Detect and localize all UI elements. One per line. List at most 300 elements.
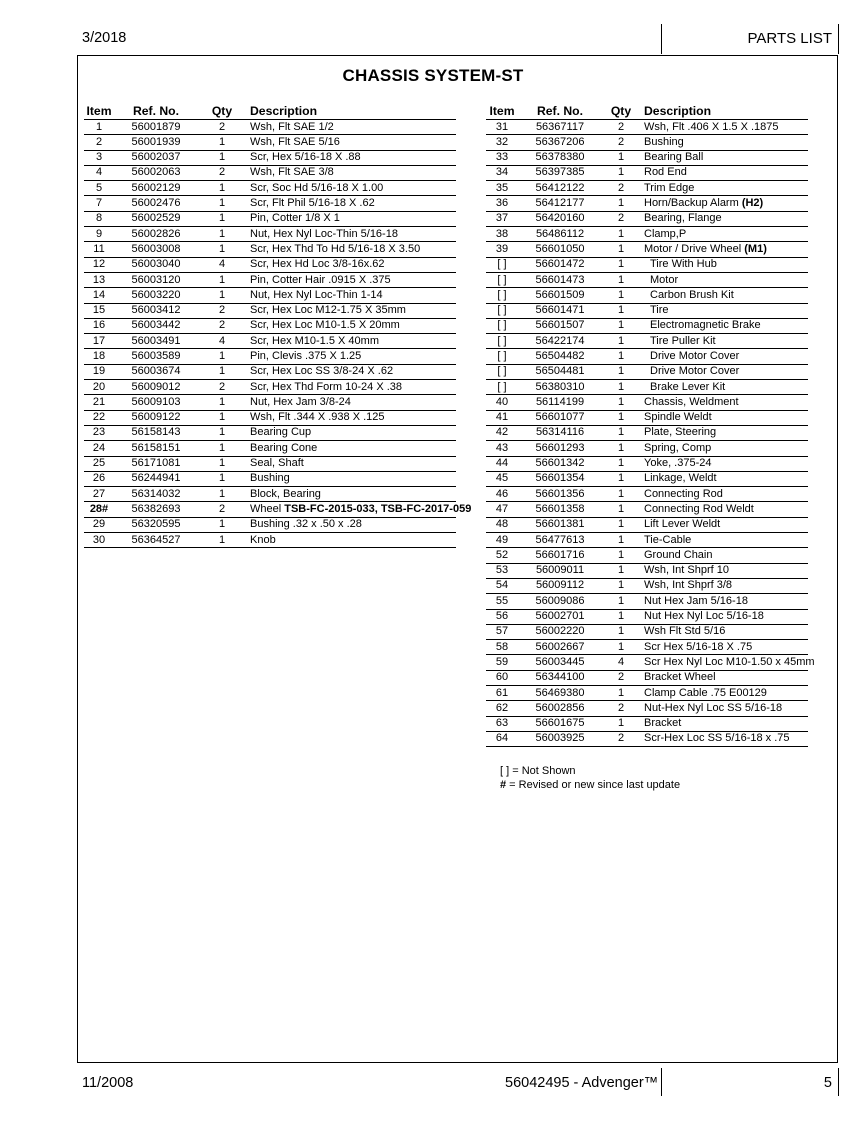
item-cell (486, 517, 518, 532)
description-cell (640, 211, 808, 226)
description-cell-text: Trim Edge (644, 181, 695, 194)
item-cell-text: 20 (92, 380, 106, 393)
ref-number-cell-text: 56003442 (131, 319, 181, 332)
item-cell-text: 28# (89, 502, 109, 515)
qty-cell-text: 1 (218, 518, 226, 531)
description-cell-text: Wsh, Flt SAE 5/16 (250, 135, 340, 148)
description-cell (640, 456, 808, 471)
note-revised (500, 778, 680, 792)
qty-cell (198, 165, 246, 180)
qty-cell-text: 2 (617, 135, 625, 148)
description-cell-text: Nut, Hex Nyl Loc-Thin 1-14 (250, 288, 383, 301)
table-row (486, 441, 808, 456)
item-cell-text: 11 (93, 242, 105, 255)
description-cell-text: Brake Lever Kit (650, 380, 726, 393)
table-row (486, 655, 808, 670)
qty-cell-text: 1 (617, 686, 625, 699)
qty-cell-text: 1 (617, 625, 625, 638)
ref-number-cell (518, 517, 602, 532)
qty-cell (198, 196, 246, 211)
qty-cell (198, 303, 246, 318)
description-cell (246, 288, 456, 303)
description-cell (246, 120, 456, 135)
description-bold-text: (H2) (741, 197, 764, 210)
description-cell (640, 334, 808, 349)
ref-number-cell (518, 609, 602, 624)
item-cell-text: 55 (495, 594, 509, 607)
item-cell-text: 40 (495, 395, 509, 408)
description-cell-text: Pin, Cotter Hair .0915 X .375 (250, 273, 391, 286)
ref-number-cell (114, 380, 198, 395)
qty-cell-text: 1 (617, 197, 625, 210)
ref-number-cell (518, 563, 602, 578)
item-cell (486, 196, 518, 211)
item-cell-text: 31 (495, 120, 509, 133)
item-cell-text: [ ] (497, 288, 507, 301)
ref-number-cell-text: 56002220 (535, 625, 585, 638)
qty-cell (602, 731, 640, 746)
description-bold-text: (M1) (744, 242, 767, 255)
description-cell-text: Scr, Flt Phil 5/16-18 X .62 (250, 197, 375, 210)
ref-number-cell (518, 181, 602, 196)
description-cell (246, 257, 456, 272)
ref-number-cell-text: 56486112 (535, 227, 585, 240)
item-cell-text: 63 (495, 717, 509, 730)
column-header-ref: Ref. No. (114, 104, 198, 120)
ref-number-cell-text: 56009103 (131, 395, 181, 408)
description-cell-text: Wheel (250, 502, 285, 515)
item-cell-text: [ ] (497, 334, 507, 347)
qty-cell-text: 1 (617, 166, 625, 179)
ref-number-cell (114, 533, 198, 548)
ref-number-cell-text: 56601077 (535, 411, 585, 424)
description-cell (246, 533, 456, 548)
description-cell-text: Chassis, Weldment (644, 395, 739, 408)
item-cell-text: 43 (495, 441, 509, 454)
description-cell (640, 410, 808, 425)
qty-cell (602, 318, 640, 333)
description-cell-text: Clamp Cable .75 E00129 (644, 686, 767, 699)
description-cell (246, 395, 456, 410)
item-cell (486, 578, 518, 593)
table-row (486, 640, 808, 655)
qty-cell-text: 1 (218, 365, 226, 378)
table-row (486, 165, 808, 180)
description-cell-text: Lift Lever Weldt (644, 518, 721, 531)
table-row (84, 288, 456, 303)
description-cell-text: Drive Motor Cover (650, 365, 740, 378)
item-cell-text: 16 (92, 319, 106, 332)
item-cell-text: 3 (95, 151, 103, 164)
table-row (486, 594, 808, 609)
qty-cell-text: 1 (218, 395, 226, 408)
description-cell (640, 609, 808, 624)
ref-number-cell (518, 502, 602, 517)
item-cell (486, 456, 518, 471)
ref-number-cell-text: 56364527 (131, 533, 181, 546)
qty-cell (602, 441, 640, 456)
description-cell (640, 196, 808, 211)
qty-cell (198, 441, 246, 456)
description-cell (640, 150, 808, 165)
column-header-description: Description (246, 104, 456, 120)
table-row (84, 318, 456, 333)
ref-number-cell-text: 56003220 (131, 288, 181, 301)
ref-number-cell (518, 533, 602, 548)
qty-cell (602, 211, 640, 226)
description-cell (246, 150, 456, 165)
qty-cell-text: 1 (617, 350, 625, 362)
description-cell-text: Scr, Hex Loc SS 3/8-24 X .62 (250, 365, 394, 378)
item-cell (486, 563, 518, 578)
description-cell-text: Linkage, Weldt (644, 472, 717, 485)
ref-number-cell (518, 716, 602, 731)
description-cell (640, 517, 808, 532)
qty-cell-text: 1 (617, 518, 625, 531)
item-cell (84, 502, 114, 517)
qty-cell-text: 1 (617, 319, 625, 332)
qty-cell-text: 1 (617, 533, 625, 546)
ref-number-cell (114, 196, 198, 211)
document-title: CHASSIS SYSTEM-ST (342, 66, 524, 85)
table-row (486, 487, 808, 502)
qty-cell-text: 2 (218, 380, 226, 393)
item-cell-text: 32 (495, 135, 509, 148)
item-cell (84, 364, 114, 379)
ref-number-cell-text: 56003925 (535, 732, 585, 745)
qty-cell-text: 1 (218, 242, 226, 255)
ref-number-cell-text: 56412177 (535, 197, 585, 210)
description-cell (640, 563, 808, 578)
ref-number-cell-text: 56601358 (535, 502, 585, 515)
qty-cell-text: 1 (617, 395, 625, 408)
ref-number-cell (518, 196, 602, 211)
qty-cell (198, 257, 246, 272)
description-cell (246, 211, 456, 226)
item-cell-text: 35 (495, 181, 509, 194)
item-cell (486, 272, 518, 287)
description-cell-text: Seal, Shaft (250, 457, 304, 470)
ref-number-cell-text: 56601473 (535, 273, 585, 286)
item-cell (486, 701, 518, 716)
description-cell (640, 670, 808, 685)
table-row (486, 563, 808, 578)
qty-cell (198, 410, 246, 425)
ref-number-cell-text: 56601675 (535, 717, 585, 730)
qty-cell-text: 2 (617, 671, 625, 684)
ref-number-cell-text: 56601293 (535, 441, 585, 454)
qty-cell (602, 364, 640, 379)
qty-cell (602, 150, 640, 165)
description-cell (246, 334, 456, 349)
qty-cell (198, 318, 246, 333)
qty-cell (198, 349, 246, 364)
item-cell (84, 380, 114, 395)
item-cell-text: 38 (495, 227, 509, 240)
table-row (486, 120, 808, 135)
description-cell-text: Scr-Hex Loc SS 5/16-18 x .75 (644, 732, 790, 745)
item-cell (84, 272, 114, 287)
description-cell-text: Wsh, Flt SAE 3/8 (250, 166, 334, 179)
item-cell-text: 61 (495, 686, 509, 699)
description-cell-text: Bushing (644, 135, 684, 148)
ref-number-cell-text: 56601507 (535, 319, 585, 332)
description-cell-text: Motor / Drive Wheel (644, 242, 745, 255)
table-row (84, 272, 456, 287)
item-cell (486, 211, 518, 226)
description-cell (246, 303, 456, 318)
ref-number-cell (114, 334, 198, 349)
description-cell (640, 716, 808, 731)
qty-cell-text: 2 (617, 732, 625, 745)
table-row (486, 196, 808, 211)
table-row (84, 120, 456, 135)
description-cell-text: Bracket (644, 717, 682, 730)
description-cell (640, 701, 808, 716)
item-cell-text: [ ] (497, 258, 507, 271)
ref-number-cell-text: 56367117 (535, 120, 585, 133)
ref-number-cell-text: 56001879 (131, 120, 181, 133)
item-cell-text: 12 (92, 258, 106, 271)
table-row (84, 364, 456, 379)
column-header-item: Item (84, 104, 114, 120)
description-cell-text: Ground Chain (644, 548, 713, 561)
table-row (486, 150, 808, 165)
description-cell-text: Scr, Hex M10-1.5 X 40mm (250, 334, 379, 347)
description-cell (246, 242, 456, 257)
qty-cell (198, 181, 246, 196)
table-row (486, 288, 808, 303)
item-cell (486, 242, 518, 257)
qty-cell (602, 227, 640, 242)
note-not-shown-symbol: [ ] (500, 765, 510, 777)
qty-cell-text: 1 (617, 258, 625, 271)
item-cell-text: 18 (92, 350, 106, 362)
table-row (486, 548, 808, 563)
description-cell-text: Nut-Hex Nyl Loc SS 5/16-18 (644, 701, 783, 714)
description-cell-text: Wsh, Int Shprf 10 (644, 564, 729, 577)
description-cell-text: Scr, Hex 5/16-18 X .88 (250, 151, 361, 164)
ref-number-cell (114, 242, 198, 257)
ref-number-cell-text: 56009011 (535, 564, 585, 577)
description-cell-text: Clamp,P (644, 227, 687, 240)
ref-number-cell-text: 56003008 (131, 242, 181, 255)
table-row (486, 181, 808, 196)
table-row (486, 670, 808, 685)
item-cell (84, 441, 114, 456)
ref-number-cell (518, 211, 602, 226)
ref-number-cell-text: 56002529 (131, 212, 181, 225)
ref-number-cell-text: 56003491 (131, 334, 181, 347)
item-cell-text: 1 (95, 120, 103, 133)
description-cell (246, 487, 456, 502)
table-row (486, 303, 808, 318)
ref-number-cell-text: 56601471 (535, 304, 585, 317)
qty-cell-text: 1 (218, 472, 226, 485)
item-cell (84, 120, 114, 135)
item-cell-text: 17 (92, 334, 106, 347)
ref-number-cell-text: 56003412 (131, 304, 181, 317)
description-cell-text: Nut Hex Nyl Loc 5/16-18 (644, 610, 764, 623)
description-cell-text: Drive Motor Cover (650, 350, 740, 362)
item-cell-text: 41 (495, 411, 509, 424)
item-cell-text: 14 (92, 288, 106, 301)
table-row (486, 533, 808, 548)
item-cell (486, 349, 518, 364)
description-cell-text: Scr, Soc Hd 5/16-18 X 1.00 (250, 181, 384, 194)
qty-cell (602, 685, 640, 700)
description-cell (246, 135, 456, 150)
footer-right-border (838, 1068, 839, 1096)
table-row (486, 272, 808, 287)
item-cell (486, 471, 518, 486)
qty-cell (602, 533, 640, 548)
item-cell (486, 716, 518, 731)
qty-cell-text: 1 (617, 304, 625, 317)
ref-number-cell-text: 56601472 (535, 258, 585, 271)
description-cell (640, 685, 808, 700)
qty-cell (198, 425, 246, 440)
description-cell-text: Scr Hex Nyl Loc M10-1.50 x 45mm (644, 655, 815, 668)
description-cell (246, 410, 456, 425)
item-cell (486, 227, 518, 242)
qty-cell-text: 2 (617, 181, 625, 194)
table-row (486, 685, 808, 700)
qty-cell (602, 349, 640, 364)
table-row (486, 242, 808, 257)
table-row (84, 165, 456, 180)
ref-number-cell (518, 701, 602, 716)
item-cell (84, 257, 114, 272)
description-cell (246, 272, 456, 287)
qty-cell (198, 135, 246, 150)
description-cell (640, 242, 808, 257)
item-cell-text: 15 (92, 304, 106, 317)
description-cell (640, 135, 808, 150)
description-cell-text: Connecting Rod (644, 487, 723, 500)
item-cell (84, 303, 114, 318)
item-cell (486, 395, 518, 410)
item-cell (84, 288, 114, 303)
table-row (84, 211, 456, 226)
description-cell (640, 655, 815, 670)
ref-number-cell (518, 257, 602, 272)
ref-number-cell (114, 303, 198, 318)
item-cell-text: 54 (495, 579, 509, 592)
description-cell (640, 441, 808, 456)
qty-cell (198, 242, 246, 257)
ref-number-cell (518, 349, 602, 364)
ref-number-cell (518, 425, 602, 440)
qty-cell (602, 624, 640, 639)
ref-number-cell-text: 56469380 (535, 686, 585, 699)
ref-number-cell (114, 227, 198, 242)
ref-number-cell (518, 685, 602, 700)
ref-number-cell (518, 410, 602, 425)
ref-number-cell-text: 56244941 (131, 472, 181, 485)
qty-cell (602, 120, 640, 135)
item-cell (84, 150, 114, 165)
qty-cell-text: 2 (218, 502, 226, 515)
column-header-qty: Qty (198, 104, 246, 120)
ref-number-cell (114, 410, 198, 425)
footer-date: 11/2008 (82, 1075, 134, 1091)
column-header-description: Description (640, 104, 808, 120)
ref-number-cell-text: 56002826 (131, 227, 181, 240)
description-cell (640, 395, 808, 410)
item-cell (84, 334, 114, 349)
item-cell (486, 731, 518, 746)
qty-cell-text: 2 (218, 319, 226, 332)
description-cell (246, 380, 456, 395)
qty-cell (602, 563, 640, 578)
item-cell (486, 502, 518, 517)
qty-cell-text: 1 (218, 151, 226, 164)
qty-cell (602, 181, 640, 196)
description-cell-text: Horn/Backup Alarm (644, 197, 742, 210)
qty-cell-text: 2 (218, 120, 226, 133)
note-not-shown (500, 764, 680, 778)
column-header-item: Item (486, 104, 518, 120)
item-cell (486, 548, 518, 563)
description-cell (246, 196, 456, 211)
item-cell (486, 410, 518, 425)
ref-number-cell (114, 257, 198, 272)
qty-cell (198, 487, 246, 502)
item-cell (84, 318, 114, 333)
qty-cell (602, 242, 640, 257)
item-cell (486, 364, 518, 379)
item-cell-text: 21 (92, 395, 106, 408)
description-cell (246, 517, 456, 532)
description-cell (640, 487, 808, 502)
qty-cell-text: 1 (218, 197, 226, 210)
item-cell-text: 60 (495, 671, 509, 684)
description-cell-text: Bearing Cone (250, 441, 318, 454)
table-row (84, 425, 456, 440)
description-cell-text: Wsh, Int Shprf 3/8 (644, 579, 733, 592)
ref-number-cell (114, 211, 198, 226)
table-row (486, 517, 808, 532)
table-row (486, 334, 808, 349)
item-cell (486, 165, 518, 180)
item-cell-text: [ ] (497, 380, 507, 393)
qty-cell-text: 1 (617, 441, 625, 454)
item-cell-text: 8 (95, 212, 103, 225)
description-cell-text: Scr, Hex Thd To Hd 5/16-18 X 3.50 (250, 242, 421, 255)
ref-number-cell-text: 56002667 (535, 640, 585, 653)
table-row (486, 227, 808, 242)
qty-cell-text: 1 (218, 227, 226, 240)
qty-cell-text: 2 (218, 304, 226, 317)
ref-number-cell-text: 56002129 (131, 181, 181, 194)
qty-cell (602, 502, 640, 517)
description-cell-text: Tie-Cable (644, 533, 692, 546)
description-cell (246, 502, 472, 517)
item-cell-text: 5 (95, 181, 103, 194)
qty-cell-text: 1 (218, 212, 226, 225)
qty-cell-text: 1 (617, 502, 625, 515)
description-cell (246, 364, 456, 379)
item-cell (84, 135, 114, 150)
table-row (486, 410, 808, 425)
item-cell-text: [ ] (497, 350, 507, 362)
item-cell (486, 670, 518, 685)
ref-number-cell (518, 548, 602, 563)
ref-number-cell-text: 56420160 (535, 212, 585, 225)
table-row (486, 731, 808, 746)
ref-number-cell (114, 441, 198, 456)
